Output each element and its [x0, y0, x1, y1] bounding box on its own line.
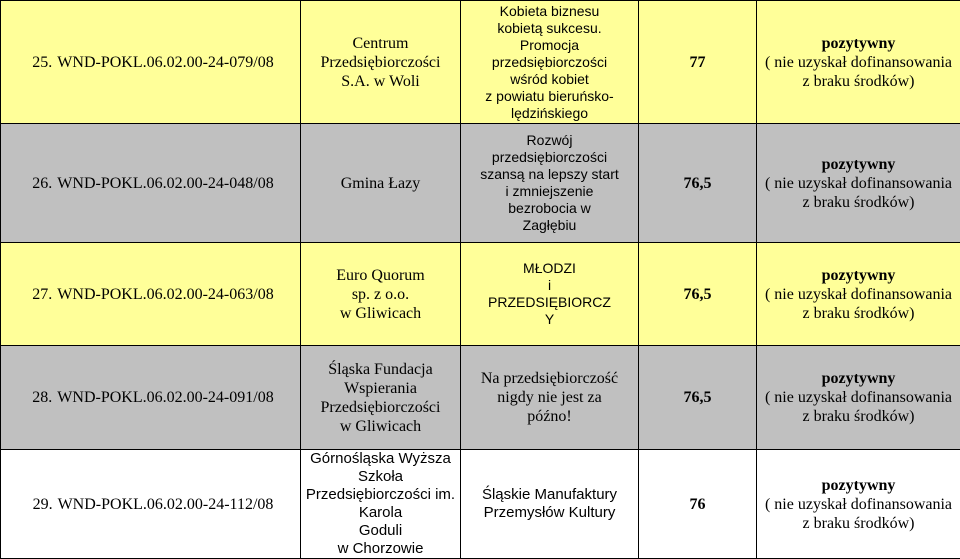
score-cell: 76	[639, 450, 757, 559]
applicant-cell	[301, 243, 461, 346]
project-title-cell	[461, 450, 639, 559]
row-ordinal: 29.	[28, 495, 58, 514]
application-number: WND-POKL.06.02.00-24-091/08	[57, 389, 273, 406]
title-line: przedsiębiorczości	[464, 54, 635, 71]
application-number: WND-POKL.06.02.00-24-048/08	[57, 175, 273, 192]
row-ordinal: 26.	[27, 174, 57, 193]
application-number-cell	[1, 124, 301, 243]
title-line: i	[464, 277, 635, 294]
title-line: kobietą sukcesu.	[464, 20, 635, 37]
table-row	[1, 450, 960, 559]
applicant-line: w Gliwicach	[304, 304, 457, 323]
result-note: ( nie uzyskał dofinansowania	[760, 285, 957, 304]
result-note: ( nie uzyskał dofinansowania	[760, 495, 957, 514]
application-number-cell	[1, 346, 301, 450]
title-line: i zmniejszenie	[464, 183, 635, 200]
result-note: ( nie uzyskał dofinansowania	[760, 388, 957, 407]
title-line: Na przedsiębiorczość	[464, 369, 635, 388]
applicant-line: Goduli	[304, 522, 457, 540]
score-cell: 77	[639, 1, 757, 124]
result-note: z braku środków)	[760, 514, 957, 533]
title-line: Promocja	[464, 37, 635, 54]
title-line: Przemysłów Kultury	[464, 504, 635, 522]
applicant-line: Przedsiębiorczości im. Karola	[304, 486, 457, 522]
title-line: Śląskie Manufaktury	[464, 486, 635, 504]
result-status: pozytywny	[760, 34, 957, 53]
applicant-cell	[301, 450, 461, 559]
applicant-line: w Chorzowie	[304, 540, 457, 558]
row-ordinal: 28.	[27, 388, 57, 407]
application-number: WND-POKL.06.02.00-24-079/08	[57, 54, 273, 71]
score-cell: 76,5	[639, 243, 757, 346]
project-title-cell	[461, 1, 639, 124]
result-status: pozytywny	[760, 369, 957, 388]
result-note: z braku środków)	[760, 72, 957, 91]
result-status: pozytywny	[760, 155, 957, 174]
result-status: pozytywny	[760, 266, 957, 285]
application-number-cell	[1, 243, 301, 346]
applicant-line: Górnośląska Wyższa Szkoła	[304, 450, 457, 486]
applicant-cell	[301, 346, 461, 450]
title-line: Zagłębiu	[464, 217, 635, 234]
title-line: Rozwój	[464, 132, 635, 149]
title-line: wśród kobiet	[464, 71, 635, 88]
title-line: MŁODZI	[464, 260, 635, 277]
title-line: szansą na lepszy start	[464, 166, 635, 183]
applicant-cell	[301, 124, 461, 243]
result-note: z braku środków)	[760, 193, 957, 212]
result-cell	[757, 243, 960, 346]
result-cell	[757, 450, 960, 559]
applicant-line: Centrum Przedsiębiorczości	[304, 34, 457, 72]
title-line: bezrobocia w	[464, 200, 635, 217]
title-line: nigdy nie jest za	[464, 388, 635, 407]
title-line: Y	[464, 311, 635, 328]
result-note: ( nie uzyskał dofinansowania	[760, 53, 957, 72]
title-line: przedsiębiorczości	[464, 149, 635, 166]
applicant-line: Euro Quorum	[304, 266, 457, 285]
result-cell	[757, 1, 960, 124]
title-line: lędzińskiego	[464, 105, 635, 122]
applicant-line: S.A. w Woli	[304, 72, 457, 91]
applicant-line: sp. z o.o.	[304, 285, 457, 304]
score-cell: 76,5	[639, 124, 757, 243]
application-number: WND-POKL.06.02.00-24-112/08	[58, 496, 274, 513]
table-row	[1, 346, 960, 450]
project-title-cell	[461, 346, 639, 450]
table-row	[1, 124, 960, 243]
result-cell	[757, 124, 960, 243]
applicant-line: Gmina Łazy	[304, 174, 457, 193]
title-line: PRZEDSIĘBIORCZ	[464, 294, 635, 311]
result-status: pozytywny	[760, 476, 957, 495]
title-line: późno!	[464, 407, 635, 426]
table-row	[1, 243, 960, 346]
row-ordinal: 25.	[27, 53, 57, 72]
result-note: z braku środków)	[760, 304, 957, 323]
project-title-cell	[461, 124, 639, 243]
applicant-line: Przedsiębiorczości	[304, 398, 457, 417]
score-cell: 76,5	[639, 346, 757, 450]
application-number-cell	[1, 1, 301, 124]
application-number-cell	[1, 450, 301, 559]
applicant-line: w Gliwicach	[304, 417, 457, 436]
project-title-cell	[461, 243, 639, 346]
result-note: ( nie uzyskał dofinansowania	[760, 174, 957, 193]
table-row	[1, 1, 960, 124]
application-number: WND-POKL.06.02.00-24-063/08	[57, 286, 273, 303]
result-note: z braku środków)	[760, 407, 957, 426]
result-cell	[757, 346, 960, 450]
applicant-line: Śląska Fundacja Wspierania	[304, 360, 457, 398]
row-ordinal: 27.	[27, 285, 57, 304]
title-line: z powiatu bieruńsko-	[464, 88, 635, 105]
applicant-cell	[301, 1, 461, 124]
title-line: Kobieta biznesu	[464, 3, 635, 20]
